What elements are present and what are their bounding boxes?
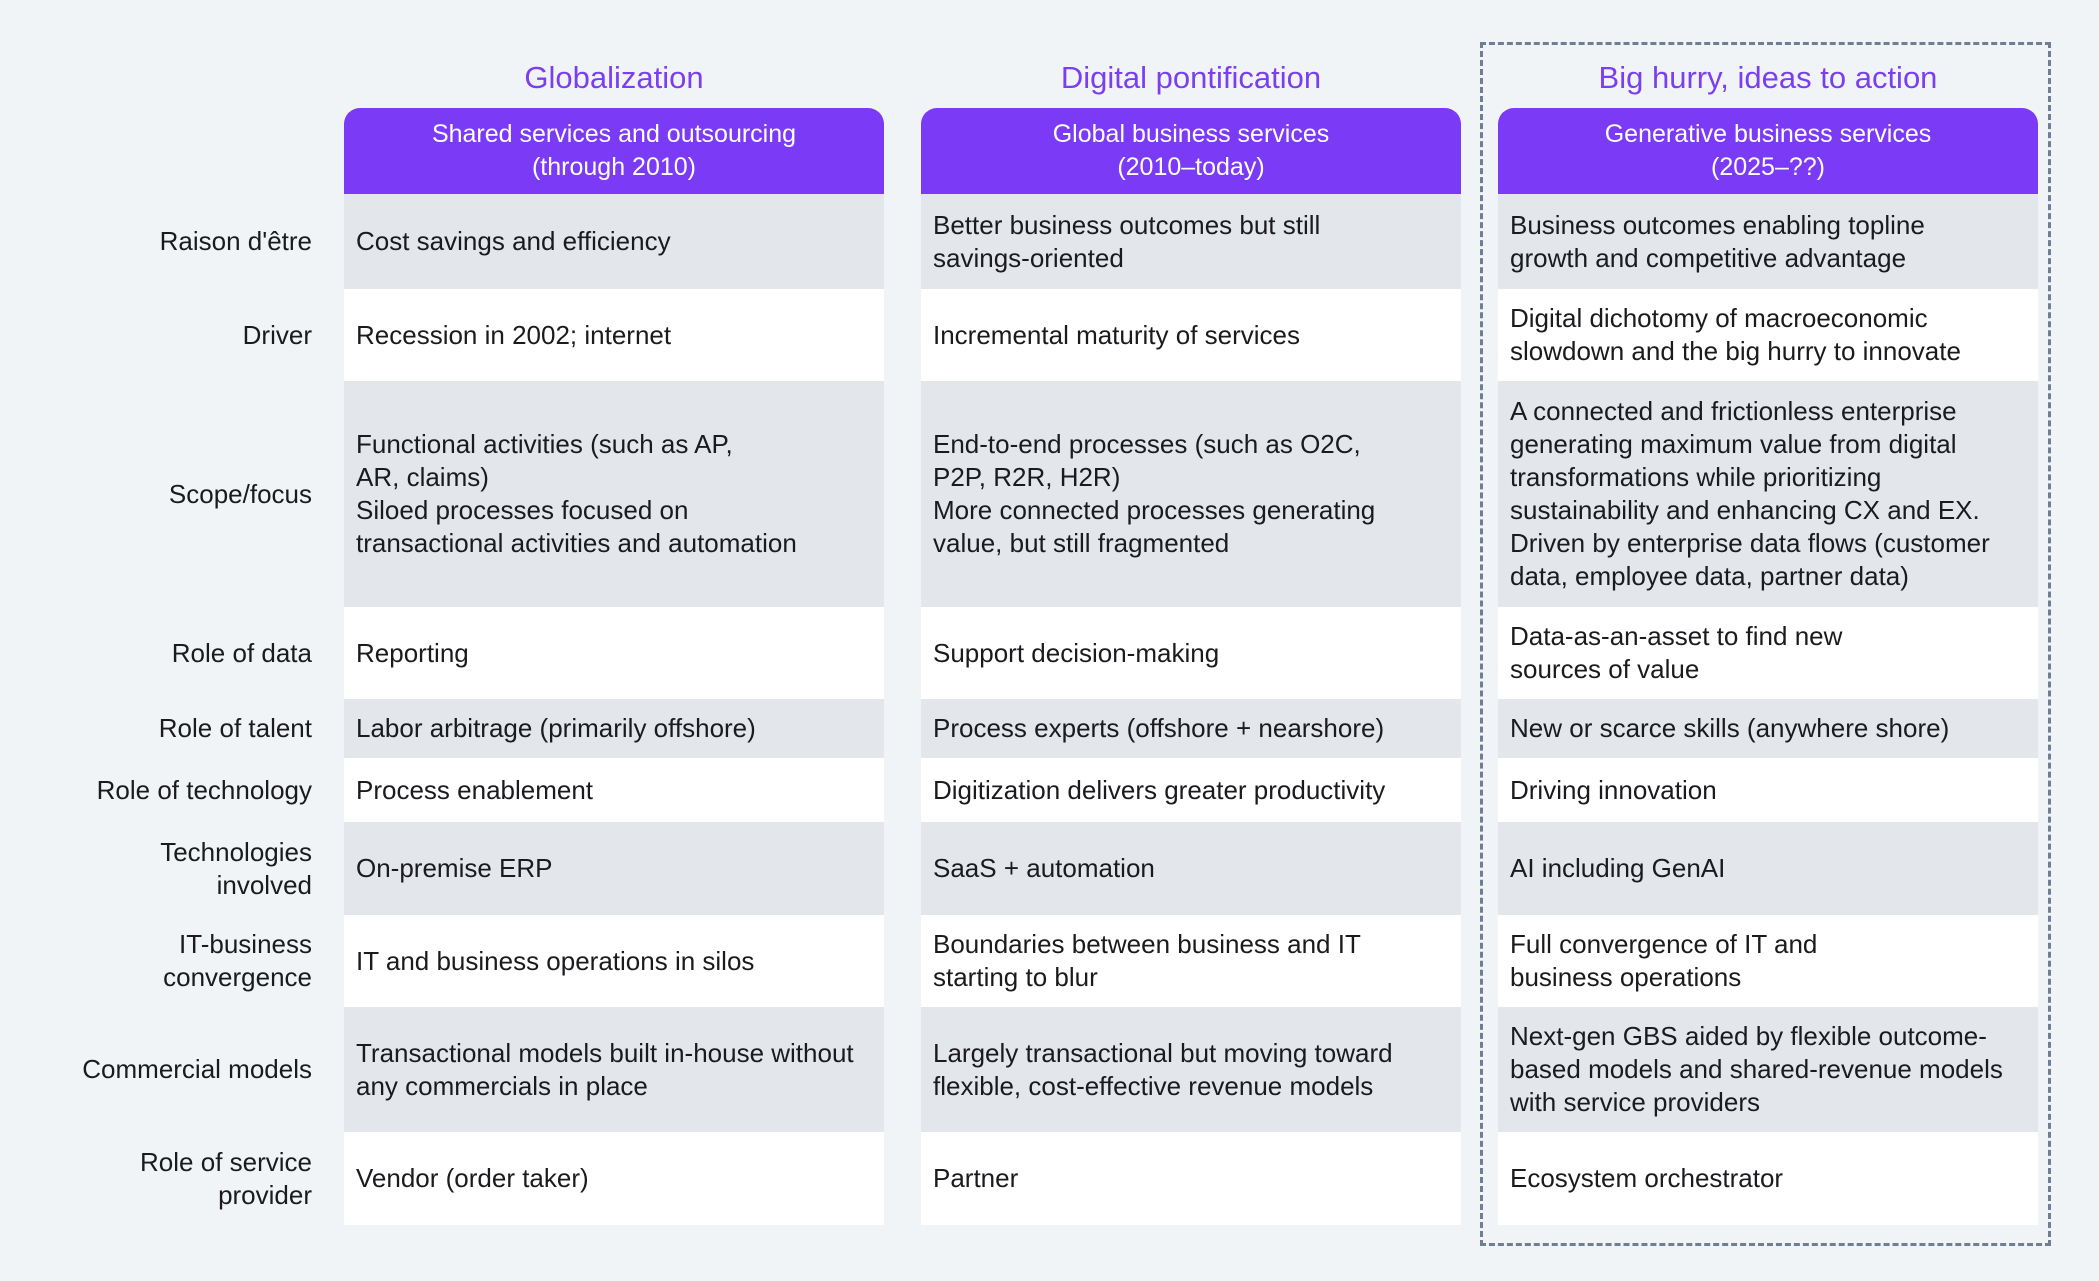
table-cell [921, 1007, 1461, 1132]
row-label-line: Role of data [171, 637, 312, 668]
table-cell-line: On-premise ERP [356, 853, 553, 883]
table-cell-line: Support decision-making [933, 637, 1220, 668]
table-cell-line: Full convergence of IT and [1510, 929, 1818, 959]
row-label [20, 607, 312, 699]
row-label-line: Scope/focus [168, 478, 312, 509]
row-label [20, 1132, 312, 1225]
future-era-highlight-frame [1480, 42, 2051, 1246]
table-cell-line: SaaS + automation [933, 853, 1155, 883]
table-cell-line: Cost savings and efficiency [356, 226, 671, 256]
row-label [20, 758, 312, 822]
table-cell-line: business operations [1510, 962, 1742, 992]
table-cell-line: Transactional models built in-house without [356, 1037, 854, 1068]
row-label [20, 822, 312, 915]
table-cell [921, 607, 1461, 699]
table-cell-line: A connected and frictionless enterprise [1510, 396, 1957, 426]
table-cell-line: Labor arbitrage (primarily offshore) [356, 713, 756, 743]
table-cell [921, 289, 1461, 381]
table-cell-line: Recession in 2002; internet [356, 319, 672, 350]
table-cell-line: Largely transactional but moving toward [933, 1037, 1393, 1068]
column-header [921, 108, 1461, 194]
table-cell [344, 607, 884, 699]
row-label-line: Role of service [140, 1146, 312, 1177]
table-cell [921, 822, 1461, 915]
row-label [20, 381, 312, 607]
table-cell [344, 1007, 884, 1132]
era-title: Big hurry, ideas to action [1598, 60, 1938, 95]
table-cell [921, 915, 1461, 1007]
table-cell-line: any commercials in place [356, 1070, 648, 1101]
table-cell-line: P2P, R2R, H2R) [933, 462, 1121, 492]
table-cell-line: Process enablement [356, 774, 594, 805]
row-label-line: provider [218, 1179, 312, 1210]
table-cell-line: transactional activities and automation [356, 528, 797, 558]
table-cell-line: generating maximum value from digital [1510, 429, 1957, 459]
table-cell-line: savings-oriented [933, 242, 1124, 273]
table-cell-line: data, employee data, partner data) [1510, 561, 1909, 591]
table-cell [344, 194, 884, 289]
table-cell-line: Ecosystem orchestrator [1510, 1163, 1784, 1193]
table-cell [921, 194, 1461, 289]
row-label-line: Driver [242, 319, 312, 350]
table-cell-line: Partner [933, 1163, 1019, 1193]
table-cell [921, 1132, 1461, 1225]
table-cell [921, 699, 1461, 758]
table-cell-line: AI including GenAI [1510, 853, 1726, 883]
table-cell-line: Data-as-an-asset to find new [1510, 621, 1843, 651]
column-header-line: Generative business services [1604, 120, 1932, 148]
table-cell [921, 381, 1461, 607]
row-label-line: Role of technology [96, 774, 312, 805]
table-cell-line: Process experts (offshore + nearshore) [933, 713, 1385, 743]
row-label [20, 289, 312, 381]
table-cell-line: New or scarce skills (anywhere shore) [1510, 713, 1950, 743]
row-label-line: Role of talent [158, 713, 312, 743]
column-header-line: (through 2010) [531, 153, 696, 181]
row-label-line: IT-business [179, 929, 312, 959]
table-cell-line: slowdown and the big hurry to innovate [1510, 336, 1961, 366]
table-cell [921, 758, 1461, 822]
table-cell-line: Reporting [356, 637, 469, 668]
table-cell-line: sources of value [1510, 654, 1700, 684]
table-cell-line: More connected processes generating [933, 495, 1376, 525]
table-cell-line: End-to-end processes (such as O2C, [933, 429, 1361, 459]
table-cell-line: Business outcomes enabling topline [1510, 209, 1925, 240]
row-label [20, 194, 312, 289]
table-cell-line: with service providers [1510, 1087, 1760, 1117]
table-cell-line: Driven by enterprise data flows (customer [1510, 528, 1990, 558]
era-title: Digital pontification [1060, 60, 1322, 95]
table-cell-line: based models and shared-revenue models [1510, 1054, 2003, 1084]
row-label-line: Commercial models [82, 1054, 312, 1084]
column-header-line: Shared services and outsourcing [431, 120, 797, 148]
column-header [344, 108, 884, 194]
table-cell-line: transformations while prioritizing [1510, 462, 1882, 492]
column-header-line: Global business services [1052, 120, 1330, 148]
column-header-line: (2025–??) [1711, 153, 1825, 181]
table-cell [344, 381, 884, 607]
table-cell-line: starting to blur [933, 962, 1098, 992]
table-cell-line: Boundaries between business and IT [933, 929, 1361, 959]
table-cell-line: Driving innovation [1510, 774, 1717, 805]
table-cell-line: Functional activities (such as AP, [356, 429, 733, 459]
table-cell [344, 1132, 884, 1225]
table-cell [344, 699, 884, 758]
era-title: Globalization [524, 60, 704, 95]
table-cell-line: Next-gen GBS aided by flexible outcome- [1510, 1021, 1987, 1051]
row-label [20, 699, 312, 758]
table-cell-line: flexible, cost-effective revenue models [933, 1070, 1374, 1101]
table-cell-line: Digitization delivers greater productivity [933, 774, 1386, 805]
row-label-line: Technologies [160, 836, 312, 867]
table-cell-line: Better business outcomes but still [933, 209, 1321, 240]
table-cell-line: IT and business operations in silos [356, 945, 755, 976]
table-cell-line: growth and competitive advantage [1510, 242, 1907, 273]
column-header-line: (2010–today) [1117, 153, 1265, 181]
row-label [20, 1007, 312, 1132]
table-cell-line: Siloed processes focused on [356, 495, 689, 525]
table-cell-line: AR, claims) [356, 462, 489, 492]
table-cell [344, 822, 884, 915]
table-cell [344, 758, 884, 822]
table-cell [344, 915, 884, 1007]
row-label [20, 915, 312, 1007]
row-label-line: convergence [163, 962, 312, 992]
row-label-line: involved [216, 869, 312, 900]
table-cell [344, 289, 884, 381]
table-cell-line: Digital dichotomy of macroeconomic [1510, 303, 1928, 333]
row-label-line: Raison d'être [159, 226, 312, 256]
table-cell-line: Vendor (order taker) [356, 1163, 589, 1193]
table-cell-line: Incremental maturity of services [933, 319, 1301, 350]
table-cell-line: value, but still fragmented [933, 528, 1230, 558]
table-cell-line: sustainability and enhancing CX and EX. [1510, 495, 1980, 525]
